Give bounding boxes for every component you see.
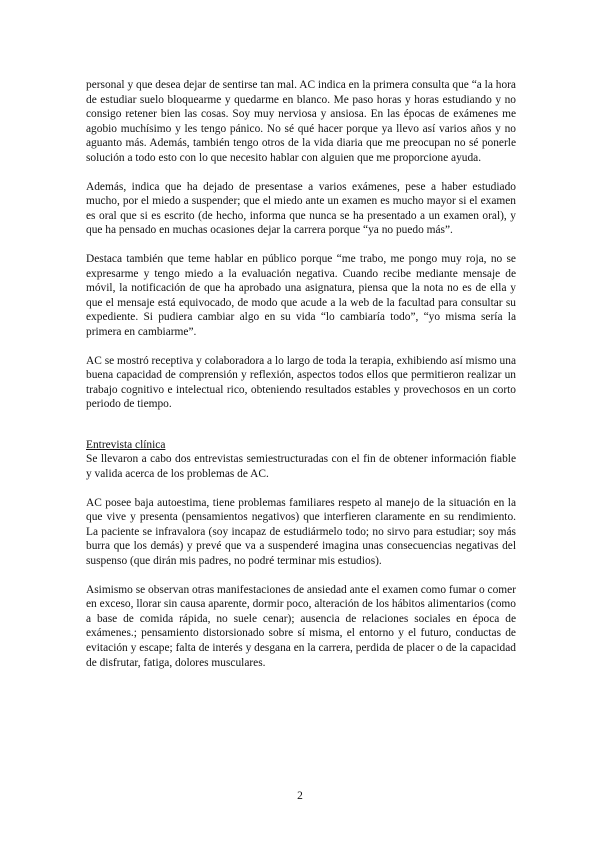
section-title-entrevista: Entrevista clínica xyxy=(86,438,166,451)
paragraph-interviews: Se llevaron a cabo dos entrevistas semiestructuradas con el fin de obtener información fiable y valida acerca de los problemas de AC. xyxy=(86,453,516,481)
page-body xyxy=(86,78,516,684)
paragraph-consultation-quote: personal y que desea dejar de sentirse tan mal. AC indica en la primera consulta que “a la hora de estudiar suelo bloquearme y quedarme en blanco. Me paso horas y horas estudiando y no consigo retener bien las cosas. Soy muy nerviosa y ansiosa. En las épocas de exámenes me agobio muchísimo y les tengo pánico. No sé qué hacer porque ya llevo así varios años y no aguanto más. Además, también tengo otros de la vida diaria que me preocupan no sé ponerle solución a todo esto con lo que necesito hablar con alguien que me proporcione ayuda. xyxy=(86,79,516,164)
page-number: 2 xyxy=(297,790,303,802)
paragraph-exam-avoidance: Además, indica que ha dejado de presentase a varios exámenes, pese a haber estudiado mucho, por el miedo a suspender; que el miedo ante un examen es mucho mayor si el examen es oral que si es escrito (de hecho, informa que nunca se ha presentado a un examen oral), y que ha pensado en muchas ocasiones dejar la carrera porque “ya no puedo más”. xyxy=(86,180,516,237)
paragraph-anxiety-manifestations: Asimismo se observan otras manifestaciones de ansiedad ante el examen como fumar o comer en exceso, llorar sin causa aparente, dormir poco, alteración de los hábitos alimentarios (como a base de comida rápida, no suele cenar); ausencia de relaciones sociales en época de exámenes.; pensamiento distorsionado sobre sí misma, el entorno y el futuro, conductas de evitación y escape; falta de interés y desgana en la carrera, perdida de placer o de la capacidad de disfrutar, fatiga, dolores musculares. xyxy=(86,583,516,669)
paragraph-public-speaking: Destaca también que teme hablar en público porque “me trabo, me pongo muy roja, no se expresarme y tengo miedo a la evaluación negativa. Cuando recibe mediante mensaje de móvil, la notificación de que ha aprobado una asignatura, piensa que la nota no es de ella y que el mensaje está equivocado, de modo que acude a la web de la facultad para consultar su expediente. Si pudiera cambiar algo en su vida “lo cambiaría todo”, “yo misma sería la primera en cambiarme”. xyxy=(86,252,516,338)
paragraph-self-esteem: AC posee baja autoestima, tiene problemas familiares respeto al manejo de la situación en la que vive y presenta (pensamientos negativos) que interfieren claramente en su rendimiento. La paciente se infravalora (soy incapaz de estudiármelo todo; no sirvo para estudiar; soy más burra que los demás) y prevé que va a suspenderé imagina unas consecuencias negativas del suspenso (que dirán mis padres, no podré terminar mis estudios). xyxy=(86,496,516,568)
paragraph-therapy-attitude: AC se mostró receptiva y colaboradora a lo largo de toda la terapia, exhibiendo así mismo una buena capacidad de comprensión y reflexión, aspectos todos ellos que permitieron realizar un trabajo cognitivo e intelectual rico, obteniendo resultados estables y provechosos en un corto periodo de tiempo. xyxy=(86,354,516,411)
